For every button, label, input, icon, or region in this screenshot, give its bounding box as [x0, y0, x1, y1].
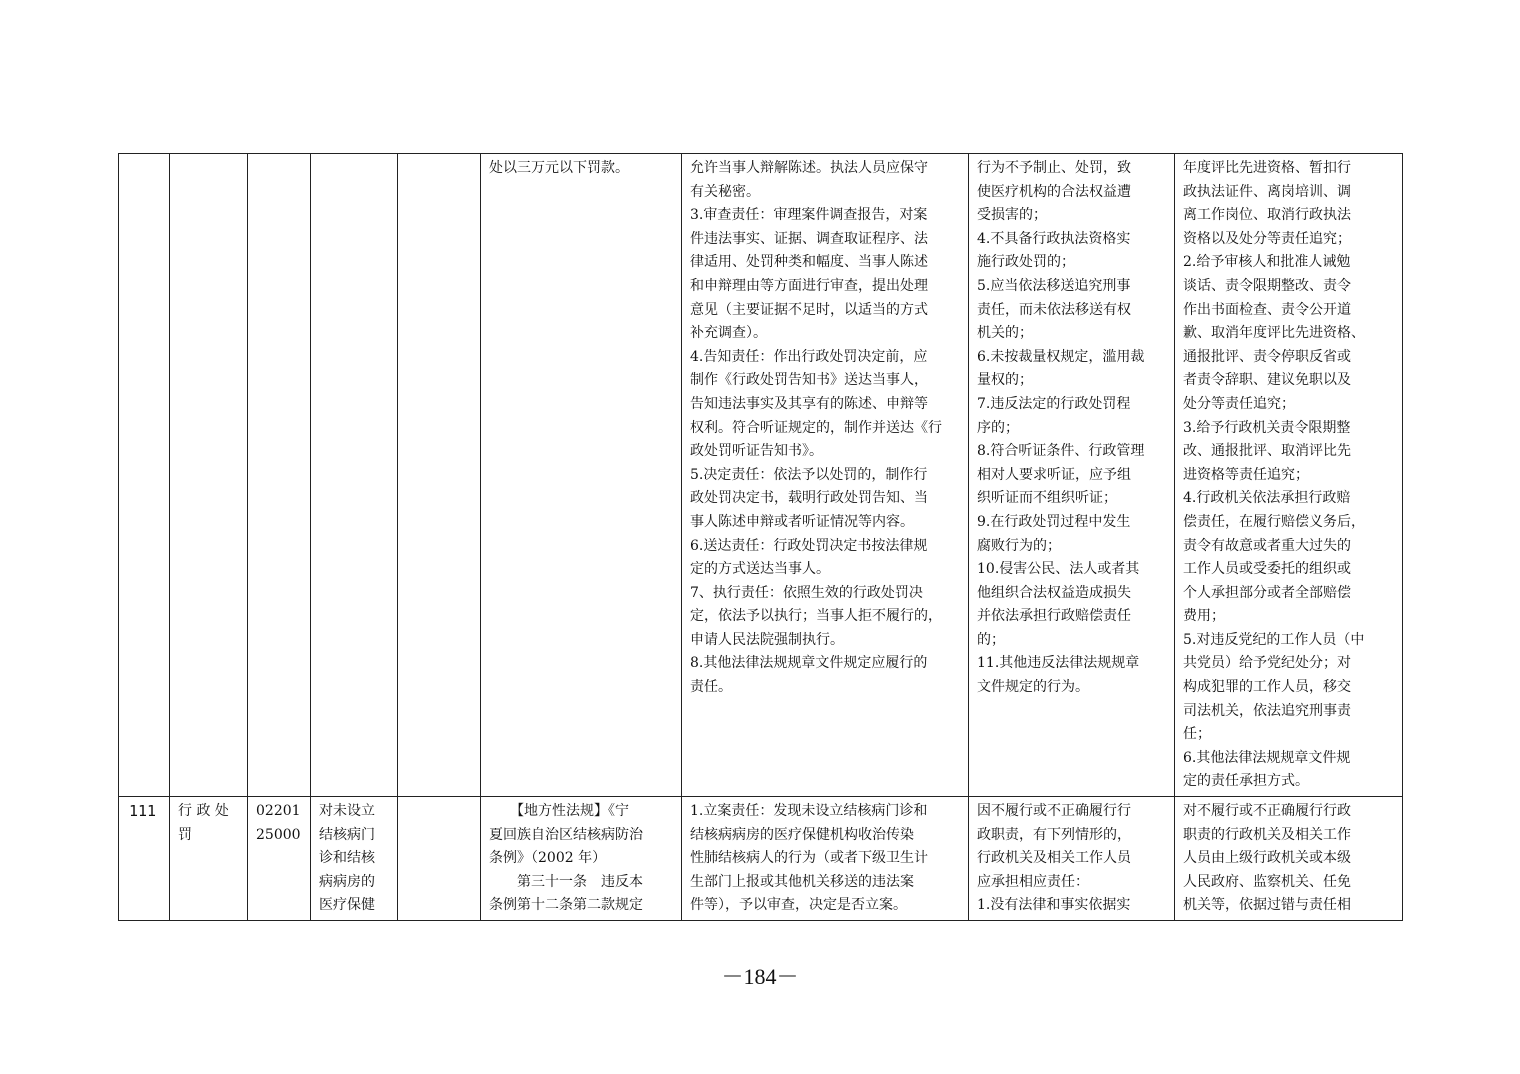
power-list-table: [118, 153, 1403, 921]
page-number: －184－: [721, 964, 799, 989]
cell-sub-item: [398, 154, 481, 797]
cell-responsibility: 允许当事人辩解陈述。执法人员应保守 有关秘密。 3.审查责任：审理案件调查报告，对案 件违法事实、证据、调查取证程序、法 律适用、处罚种类和幅度、当事人陈述 和申辩理由等方面进行审查，提出处理 意见（主要证据不足时，以适当的方式 补充调查）。 4.告知责任：作出行政处罚决定前，应 制作《行政处罚告知书》送达当事人， 告知违法事实及其享有的陈述、申辩等 权利。符合听证规定的，制作并送达《行 政处罚听证告知书》。 5.决定责任：依法予以处罚的，制作行 政处罚决定书，载明行政处罚告知、当 事人陈述申辩或者听证情况等内容。 6.送达责任：行政处罚决定书按法律规 定的方式送达当事人。 7、执行责任：依照生效的行政处罚决 定，依法予以执行；当事人拒不履行的， 申请人民法院强制执行。 8.其他法律法规规章文件规定应履行的 责任。: [682, 154, 969, 797]
cell-responsibility: 1.立案责任：发现未设立结核病门诊和 结核病病房的医疗保健机构收治传染 性肺结核病人的行为（或者下级卫生计 生部门上报或其他机关移送的违法案 件等），予以审查，决定是否立案。: [682, 797, 969, 921]
cell-liability-mode: 对不履行或不正确履行行政 职责的行政机关及相关工作 人员由上级行政机关或本级 人民政府、监察机关、任免 机关等，依据过错与责任相: [1175, 797, 1403, 921]
cell-number: 111: [119, 797, 170, 921]
table-row: [119, 797, 1403, 921]
cell-basis: 【地方性法规】《宁 夏回族自治区结核病防治 条例》（2002 年） 第三十一条 违反本 条例第十二条第二款规定: [481, 797, 682, 921]
cell-basis: 处以三万元以下罚款。: [481, 154, 682, 797]
cell-liability-mode: 年度评比先进资格、暂扣行 政执法证件、离岗培训、调 离工作岗位、取消行政执法 资格以及处分等责任追究； 2.给予审核人和批准人诫勉 谈话、责令限期整改、责令 作出书面检查、责令公开道 歉、取消年度评比先进资格、 通报批评、责令停职反省或 者责令辞职、建议免职以及 处分等责任追究； 3.给予行政机关责令限期整 改、通报批评、取消评比先 进资格等责任追究； 4.行政机关依法承担行政赔 偿责任，在履行赔偿义务后， 责令有故意或者重大过失的 工作人员或受委托的组织或 个人承担部分或者全部赔偿 费用； 5.对违反党纪的工作人员（中 共党员）给予党纪处分；对 构成犯罪的工作人员，移交 司法机关，依法追究刑事责 任； 6.其他法律法规规章文件规 定的责任承担方式。: [1175, 154, 1403, 797]
cell-item-name: 对未设立 结核病门 诊和结核 病病房的 医疗保健: [311, 797, 398, 921]
cell-code: 02201 25000: [248, 797, 311, 921]
table-row: [119, 154, 1403, 797]
cell-category: 行 政 处 罚: [170, 797, 248, 921]
cell-sub-item: [398, 797, 481, 921]
cell-code: [248, 154, 311, 797]
cell-accountability: 行为不予制止、处罚，致 使医疗机构的合法权益遭 受损害的； 4.不具备行政执法资格实 施行政处罚的； 5.应当依法移送追究刑事 责任，而未依法移送有权 机关的； 6.未按裁量权规定，滥用裁 量权的； 7.违反法定的行政处罚程 序的； 8.符合听证条件、行政管理 相对人要求听证，应予组 织听证而不组织听证； 9.在行政处罚过程中发生 腐败行为的； 10.侵害公民、法人或者其 他组织合法权益造成损失 并依法承担行政赔偿责任 的； 11.其他违反法律法规规章 文件规定的行为。: [969, 154, 1175, 797]
cell-item-name: [311, 154, 398, 797]
cell-accountability: 因不履行或不正确履行行 政职责，有下列情形的， 行政机关及相关工作人员 应承担相应责任： 1.没有法律和事实依据实: [969, 797, 1175, 921]
cell-number: [119, 154, 170, 797]
cell-category: [170, 154, 248, 797]
